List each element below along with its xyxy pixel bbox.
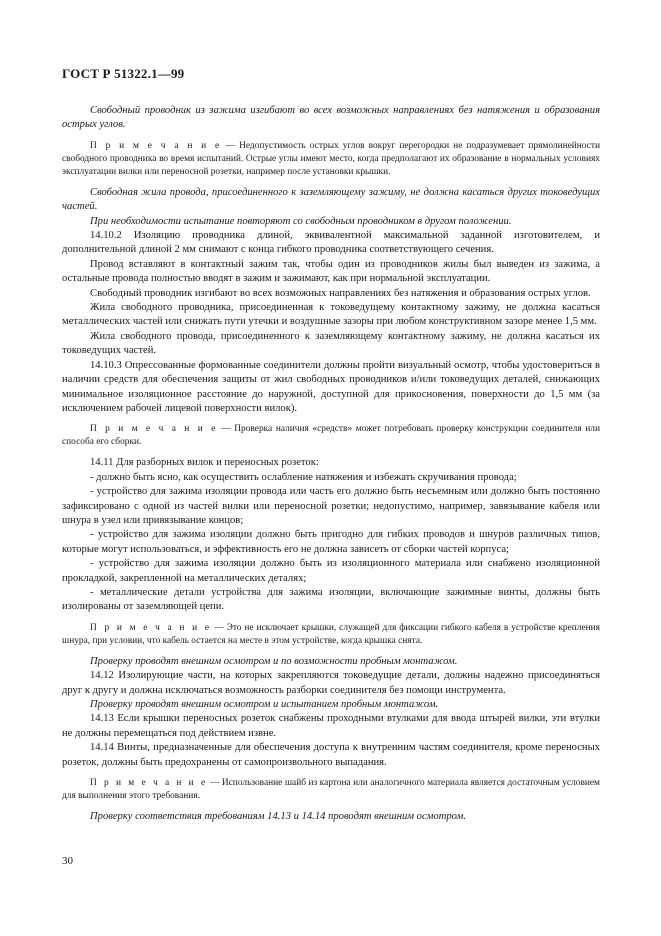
paragraph: Жила свободного провода, присоединенного к заземляющему контактному зажиму, не должна касаться их токоведущих частей. [62,330,600,357]
paragraph: При необходимости испытание повторяют со свободным проводником в другом положении. [90,215,512,227]
paragraph: 14.12 Изолирующие части, на которых закрепляются токоведущие детали, должны надежно присоединяться друг к другу и должна исключаться возможность разборки соединителя без помощи инструмента. [62,670,600,696]
note-text: — Использование шайб из картона или аналогичного материала является достаточным условием для выполнения этого требования. [62,778,600,802]
page-number: 30 [62,855,73,867]
note-text: — Недопустимость острых углов вокруг перегородки не подразумевает прямолинейности свободного проводника во время испытаний. Острые углы имеют место, когда предполагают их образование в нормальных условиях эксплуатации вилки или переносной розетки, например после установки крышки. [62,140,600,177]
paragraph: Свободная жила провода, присоединенного к заземляющему зажиму, не должна касаться других токоведущих частей. [62,186,600,213]
paragraph: 14.13 Если крышки переносных розеток снабжены проходными втулками для ввода штырей вилки, эти втулки не должны перемещаться под действием извне. [62,713,600,739]
paragraph: 14.14 Винты, предназначенные для обеспечения доступа к внутренним частям соединителя, кроме переносных розеток, должны быть предохранены от самопроизвольного выпадания. [62,742,600,768]
paragraph: 14.10.2 Изоляцию проводника длиной, эквивалентной максимальной заданной изготовителем, и дополнительной длиной 2 мм снимают с конца гибкого проводника соответствующего сечения. [62,230,600,256]
note-label: П р и м е ч а н и е [90,424,218,435]
list-item: - металлические детали устройства для зажима изоляции, включающие зажимные винты, должны быть изолированы от заземляющей цепи. [62,586,600,613]
paragraph: Провод вставляют в контактный зажим так, чтобы один из проводников жилы был выведен из зажима, а остальные провода полностью вводят в зажим и зажимают, как при нормальной эксплуатации. [62,258,600,285]
paragraph: 14.11 Для разборных вилок и переносных розеток: [90,457,319,469]
note-label: П р и м е ч а н и е [90,778,208,789]
document-page [62,66,600,824]
note [62,140,600,179]
note-text: — Проверка наличия «средств» может потребовать проверку конструкции соединителя или способа его сборки. [62,424,600,448]
paragraph: 14.10.3 Опрессованные формованные соединители должны пройти визуальный осмотр, чтобы удостовериться в наличии средств для обеспечения защиты от жил свободных проводников и/или токоведущих деталей, снижающих минимальное изоляционное расстояние до наружной, доступной для прикосновения, поверхности до 1,5 мм (за исключением рабочей лицевой поверхности вилок). [62,359,600,414]
note [62,777,600,803]
list-item: - устройство для зажима изоляции провода или часть его должно быть несъемным или должно быть постоянно зафиксировано с одной из частей вилки или переносной розетки; недопустимо, например, завязывание кабеля или шнура в узел или привязывание концов; [62,486,600,526]
list-item: - устройство для зажима изоляции должно быть пригодно для гибких проводов и шнуров различных типов, которые могут использоваться, и эффективность его не должна зависеть от сборки частей корпуса; [62,529,600,555]
paragraph: Свободный проводник изгибают во всех возможных направлениях без натяжения и образования острых углов. [90,287,591,299]
paragraph: Проверку проводят внешним осмотром и испытанием пробным монтажом. [90,699,439,710]
note-text: — Это не исключает крышки, служащей для фиксации гибкого кабеля в устройстве крепления шнура, при условии, что кабель остается на месте в этом устройстве, когда крышка снята. [62,622,600,646]
paragraph: Свободный проводник из зажима изгибают во всех возможных направлениях без натяжения и образования острых углов. [62,105,600,131]
note-label: П р и м е ч а н и е [90,622,212,633]
document-header: ГОСТ Р 51322.1—99 [62,66,185,81]
paragraph: Проверку проводят внешним осмотром и по возможности пробным монтажом. [90,655,458,667]
list-item: - устройство для зажима изоляции должно быть из изоляционного материала или снабжено изоляционной прокладкой, закрепленной на металлических деталях; [62,558,600,584]
note-label: П р и м е ч а н и е [90,140,222,151]
paragraph: Проверку соответствия требованиям 14.13 и 14.14 проводят внешним осмотром. [90,811,466,823]
paragraph: Жила свободного проводника, присоединенная к токоведущему контактному зажиму, не должна касаться металлических частей или снижать пути утечки и воздушные зазоры при любом конструктивном зазоре менее 1,5 мм. [62,302,600,328]
note [62,423,600,449]
note [62,622,600,648]
list-item: - должно быть ясно, как осуществить ослабление натяжения и избежать скручивания провода; [90,471,517,483]
